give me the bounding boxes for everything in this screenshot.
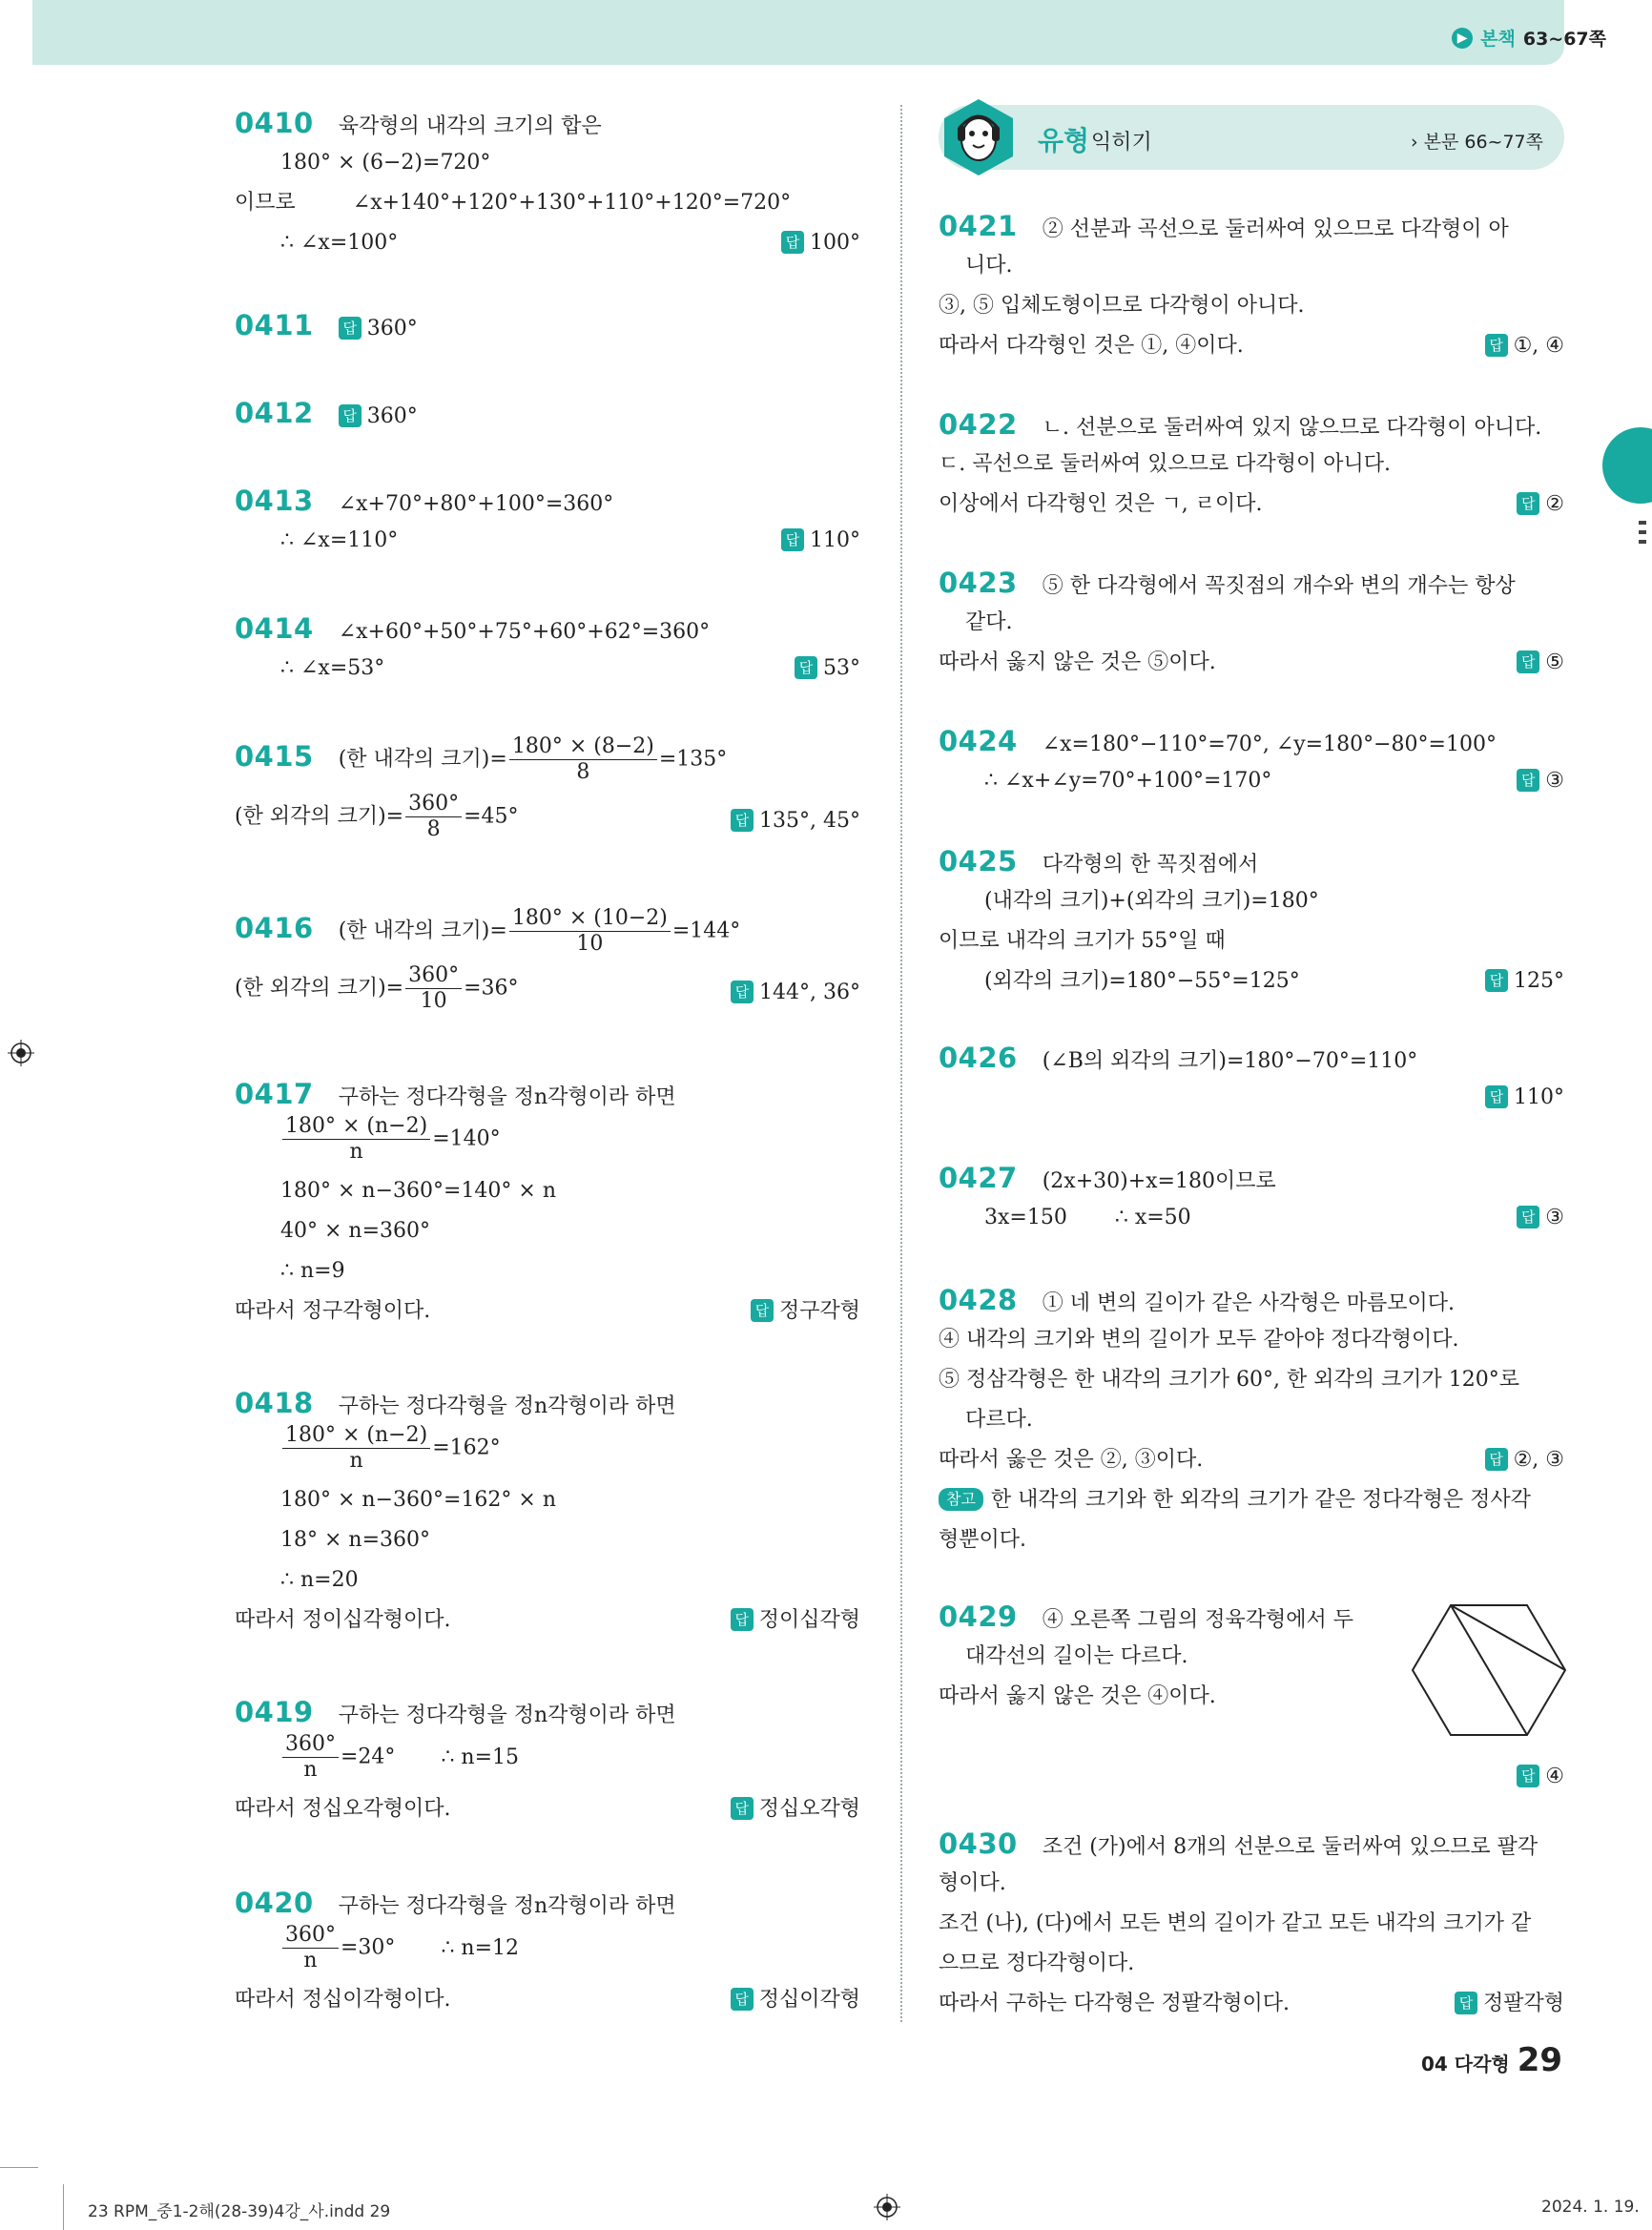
text-line: 이므로 내각의 크기가 55°일 때 — [939, 929, 1226, 953]
answer-icon: 답 — [1517, 1206, 1539, 1229]
numerator: 180° × (8−2) — [509, 734, 657, 760]
numerator: 360° — [405, 963, 462, 989]
answer-value: 정팔각형 — [1482, 1992, 1564, 2015]
equation: ∴ n=20 — [280, 1568, 359, 1592]
answer-icon: 답 — [731, 981, 754, 1003]
note-badge: 참고 — [939, 1488, 983, 1511]
problem-0421 — [939, 206, 1564, 366]
equation: ∠x+60°+50°+75°+60°+62°=360° — [338, 620, 711, 644]
answer-value: 53° — [823, 656, 860, 680]
denominator: n — [349, 1449, 363, 1473]
text-line: 따라서 다각형인 것은 ①, ④이다. — [939, 334, 1244, 358]
problem-0411 — [235, 305, 860, 345]
text-line: ④ 내각의 크기와 변의 길이가 모두 같아야 정다각형이다. — [939, 1328, 1459, 1352]
fraction — [282, 1114, 430, 1165]
answer-icon: 답 — [1517, 650, 1539, 673]
text-line: 다각형의 한 꼭짓점에서 — [1042, 853, 1259, 877]
denominator: 10 — [576, 932, 604, 956]
answer-value: ①, ④ — [1513, 334, 1564, 358]
answer-icon: 답 — [1485, 334, 1508, 357]
denominator: n — [303, 1758, 318, 1782]
fraction — [405, 792, 462, 842]
answer — [1517, 1757, 1564, 1797]
problem-number: 0425 — [939, 845, 1018, 878]
answer — [1485, 961, 1564, 1001]
text-line: (한 내각의 크기)= — [338, 747, 507, 772]
fraction — [509, 734, 657, 785]
problem-number: 0412 — [235, 397, 314, 429]
section-ref: › 본문 66~77쪽 — [1410, 132, 1543, 153]
crop-mark — [63, 2184, 64, 2230]
text-line: ∴ ∠x=100° — [280, 231, 399, 255]
text-line: 따라서 옳지 않은 것은 ⑤이다. — [939, 650, 1216, 674]
answer — [751, 1291, 860, 1332]
text-line: 따라서 옳은 것은 ②, ③이다. — [939, 1448, 1204, 1472]
answer-value: ④ — [1545, 1765, 1564, 1788]
problem-0413 — [235, 481, 860, 561]
note-text: 한 내각의 크기와 한 외각의 크기가 같은 정다각형은 정사각 — [990, 1488, 1531, 1512]
equation: 40° × n=360° — [280, 1219, 431, 1243]
text-line: 육각형의 내각의 크기의 합은 — [338, 114, 602, 138]
equation: ∠x+70°+80°+100°=360° — [338, 492, 614, 516]
answer — [1517, 1198, 1564, 1238]
answer-value: 144°, 36° — [759, 981, 860, 1004]
problem-0415 — [235, 734, 860, 849]
equation: ∠x+140°+120°+130°+110°+120°=720° — [352, 191, 792, 215]
text-line: =30° — [341, 1935, 396, 1960]
text-line: (한 내각의 크기)= — [338, 919, 507, 943]
problem-0414 — [235, 609, 860, 689]
problem-0420 — [235, 1883, 860, 2020]
text-line: 따라서 구하는 다각형은 정팔각형이다. — [939, 1992, 1291, 2015]
answer-icon: 답 — [339, 404, 361, 427]
answer — [781, 223, 860, 263]
text-line: =162° — [432, 1435, 501, 1460]
problem-0428 — [939, 1280, 1564, 1560]
text-line: ∴ ∠x=53° — [280, 656, 385, 680]
equation: ∴ ∠x+∠y=70°+100°=170° — [984, 769, 1272, 793]
page-number: 29 — [1517, 2041, 1563, 2079]
answer — [731, 1600, 860, 1641]
problem-number: 0420 — [235, 1887, 314, 1919]
text-line: 같다. — [965, 610, 1013, 634]
text-line: ㄴ. 선분으로 둘러싸여 있지 않으므로 다각형이 아니다. — [1042, 416, 1542, 440]
problem-number: 0424 — [939, 725, 1018, 757]
text-line: 니다. — [965, 254, 1013, 278]
answer-icon: 답 — [1517, 1765, 1539, 1787]
note — [939, 1480, 1564, 1520]
answer — [731, 1789, 860, 1829]
text-line: 조건 (가)에서 8개의 선분으로 둘러싸여 있으므로 팔각 — [1042, 1835, 1538, 1859]
column-divider — [900, 105, 902, 2022]
section-subtitle: 익히기 — [1091, 131, 1152, 155]
problem-number: 0419 — [235, 1696, 314, 1728]
equation: 180° × n−360°=162° × n — [280, 1488, 557, 1512]
answer-icon: 답 — [731, 1988, 754, 2011]
answer-icon: 답 — [795, 656, 817, 679]
answer-value: ⑤ — [1545, 650, 1564, 674]
problem-number: 0426 — [939, 1042, 1018, 1074]
answer — [795, 649, 860, 689]
answer-icon: 답 — [1485, 1448, 1508, 1471]
answer-icon: 답 — [1455, 1992, 1477, 2014]
answer — [1455, 1984, 1564, 2024]
text-line: ③, ⑤ 입체도형이므로 다각형이 아니다. — [939, 294, 1305, 318]
answer-value: 110° — [810, 528, 860, 552]
ref-label: 본책 — [1480, 29, 1516, 50]
denominator: n — [349, 1140, 363, 1164]
answer — [1485, 326, 1564, 366]
text-line: 으므로 정다각형이다. — [939, 1951, 1135, 1975]
text-line: 구하는 정다각형을 정n각형이라 하면 — [338, 1703, 676, 1727]
answer-value: 정이십각형 — [758, 1608, 860, 1632]
answer-icon: 답 — [781, 528, 804, 551]
answer-icon: 답 — [751, 1299, 774, 1322]
numerator: 180° × (n−2) — [282, 1423, 430, 1449]
ref-pages: 63~67쪽 — [1522, 29, 1606, 50]
denominator: n — [303, 1949, 318, 1972]
answer-value: 360° — [366, 404, 418, 428]
page-reference — [1452, 25, 1606, 51]
slug-filename: 23 RPM_중1-2해(28-39)4강_사.indd 29 — [88, 2202, 391, 2221]
problem-number: 0423 — [939, 567, 1018, 599]
answer — [731, 973, 860, 1013]
text-line: 구하는 정다각형을 정n각형이라 하면 — [338, 1085, 676, 1109]
text-line: ① 네 변의 길이가 같은 사각형은 마름모이다. — [1042, 1291, 1455, 1315]
fraction — [282, 1423, 430, 1474]
problem-0417 — [235, 1074, 860, 1332]
answer-value: 135°, 45° — [759, 809, 860, 833]
text-line: ∴ n=15 — [441, 1745, 520, 1769]
equation: 180° × n−360°=140° × n — [280, 1179, 557, 1203]
denominator: 8 — [426, 817, 441, 841]
text-line: ② 선분과 곡선으로 둘러싸여 있으므로 다각형이 아 — [1042, 217, 1509, 241]
chapter-label: 04 다각형 — [1421, 2053, 1510, 2075]
problem-0418 — [235, 1383, 860, 1641]
answer-value: ② — [1545, 492, 1564, 516]
answer — [1485, 1078, 1564, 1118]
slug-date: 2024. 1. 19. — [1541, 2198, 1640, 2217]
text-line: 180° × (6−2)=720° — [280, 151, 491, 175]
problem-0425 — [939, 841, 1564, 1001]
problem-number: 0416 — [235, 911, 314, 944]
text-line: 따라서 옳지 않은 것은 ④이다. — [939, 1684, 1216, 1708]
problem-0426 — [939, 1038, 1564, 1118]
text-line: =24° — [341, 1745, 396, 1769]
text-line: 조건 (나), (다)에서 모든 변의 길이가 같고 모든 내각의 크기가 같 — [939, 1911, 1532, 1935]
answer-icon: 답 — [781, 231, 804, 254]
text-line: (한 외각의 크기)= — [235, 804, 404, 829]
answer-icon: 답 — [731, 809, 754, 832]
text-line: ⑤ 정삼각형은 한 내각의 크기가 60°, 한 외각의 크기가 120°로 — [939, 1368, 1519, 1392]
problem-number: 0411 — [235, 309, 314, 341]
answer-icon: 답 — [1485, 1085, 1508, 1108]
answer — [1517, 485, 1564, 525]
text-line: ∴ n=12 — [441, 1935, 520, 1960]
problem-0419 — [235, 1692, 860, 1829]
top-band — [32, 0, 1564, 65]
text-line: =140° — [432, 1126, 501, 1151]
answer-icon: 답 — [1517, 492, 1539, 515]
problem-0422 — [939, 404, 1564, 525]
problem-number: 0421 — [939, 210, 1018, 242]
answer-value: 정십이각형 — [758, 1988, 860, 2012]
fraction — [405, 963, 462, 1014]
equation: ∴ x=50 — [1114, 1206, 1191, 1229]
problem-0427 — [939, 1158, 1564, 1238]
problem-0412 — [235, 393, 860, 433]
fraction — [509, 906, 671, 957]
text-line: 구하는 정다각형을 정n각형이라 하면 — [338, 1894, 676, 1918]
answer-value: 125° — [1514, 969, 1564, 993]
answer — [781, 521, 860, 561]
problem-number: 0413 — [235, 485, 314, 517]
problem-0410 — [235, 103, 860, 263]
answer-value: 정구각형 — [778, 1299, 860, 1323]
problem-number: 0415 — [235, 739, 314, 773]
problem-number: 0430 — [939, 1827, 1018, 1860]
equation: 18° × n=360° — [280, 1528, 431, 1552]
text-line: ⑤ 한 다각형에서 꼭짓점의 개수와 변의 개수는 항상 — [1042, 574, 1516, 598]
answer-value: 110° — [1514, 1085, 1564, 1109]
section-ref-text: 본문 66~77쪽 — [1423, 132, 1543, 153]
problem-number: 0417 — [235, 1078, 314, 1110]
answer-icon: 답 — [731, 1797, 754, 1820]
arrow-right-icon: ▶ — [1452, 28, 1473, 49]
numerator: 180° × (n−2) — [282, 1114, 430, 1140]
answer-value: ③ — [1545, 1206, 1564, 1229]
side-tab-marks — [1639, 515, 1652, 563]
fraction — [282, 1732, 339, 1783]
text-line: 이상에서 다각형인 것은 ㄱ, ㄹ이다. — [939, 492, 1263, 516]
text-line: 대각선의 길이는 다르다. — [965, 1644, 1188, 1668]
answer — [1517, 643, 1564, 683]
text-line: 따라서 정구각형이다. — [235, 1299, 431, 1323]
problem-number: 0410 — [235, 107, 314, 139]
text-line: =36° — [464, 976, 519, 1001]
answer-icon: 답 — [339, 317, 361, 340]
answer — [1517, 761, 1564, 801]
answer-value: 360° — [366, 317, 418, 341]
answer-icon: 답 — [731, 1608, 754, 1631]
equation: 3x=150 — [984, 1206, 1067, 1229]
text-line: (한 외각의 크기)= — [235, 976, 404, 1001]
mascot-hexagon-icon — [939, 97, 1019, 177]
text-line: 이므로 — [235, 191, 296, 215]
page-footer — [1421, 2041, 1562, 2079]
note-text: 형뿐이다. — [939, 1528, 1027, 1552]
denominator: 8 — [576, 760, 590, 784]
text-line: 따라서 정십오각형이다. — [235, 1797, 451, 1821]
registration-mark-icon — [874, 2194, 900, 2220]
answer-icon: 답 — [1485, 969, 1508, 992]
problem-number: 0422 — [939, 408, 1018, 441]
equation: (내각의 크기)+(외각의 크기)=180° — [984, 889, 1319, 913]
answer-icon: 답 — [1517, 769, 1539, 792]
text-line: =144° — [671, 919, 741, 943]
text-line: ㄷ. 곡선으로 둘러싸여 있으므로 다각형이 아니다. — [939, 452, 1391, 476]
text-line: 따라서 정이십각형이다. — [235, 1608, 451, 1632]
problem-0423 — [939, 563, 1564, 683]
section-header — [939, 105, 1564, 170]
crop-mark — [0, 2167, 38, 2168]
registration-mark-icon — [8, 1040, 34, 1066]
problem-0424 — [939, 721, 1564, 801]
text-line: 형이다. — [939, 1871, 1006, 1895]
problem-number: 0414 — [235, 612, 314, 645]
answer — [731, 801, 860, 841]
numerator: 180° × (10−2) — [509, 906, 671, 932]
answer-value: 100° — [810, 231, 860, 255]
text-line: =135° — [658, 747, 728, 772]
answer-value: ②, ③ — [1513, 1448, 1564, 1472]
numerator: 360° — [282, 1923, 339, 1949]
denominator: 10 — [420, 989, 447, 1013]
text-line: ∴ ∠x=110° — [280, 528, 399, 552]
numerator: 360° — [282, 1732, 339, 1758]
answer-value: ③ — [1545, 769, 1564, 793]
answer — [1485, 1440, 1564, 1480]
problem-number: 0418 — [235, 1387, 314, 1419]
equation: ∴ n=9 — [280, 1259, 345, 1283]
problem-0416 — [235, 906, 860, 1021]
equation: (∠B의 외각의 크기)=180°−70°=110° — [1042, 1049, 1418, 1073]
equation: (외각의 크기)=180°−55°=125° — [984, 969, 1300, 993]
text-line: 따라서 정십이각형이다. — [235, 1988, 451, 2012]
equation: ∠x=180°−110°=70°, ∠y=180°−80°=100° — [1042, 733, 1497, 756]
answer-value: 정십오각형 — [758, 1797, 860, 1821]
text-line: =45° — [464, 804, 519, 829]
problem-number: 0428 — [939, 1284, 1018, 1316]
numerator: 360° — [405, 792, 462, 817]
section-title: 유형 — [1038, 125, 1090, 156]
equation: (2x+30)+x=180이므로 — [1042, 1169, 1276, 1193]
problem-number: 0427 — [939, 1162, 1018, 1194]
text-line: 구하는 정다각형을 정n각형이라 하면 — [338, 1394, 676, 1418]
text-line: 다르다. — [965, 1408, 1033, 1432]
fraction — [282, 1923, 339, 1973]
answer — [731, 1980, 860, 2020]
hexagon-diagram — [1410, 1602, 1568, 1738]
text-line: ④ 오른쪽 그림의 정육각형에서 두 — [1042, 1608, 1353, 1632]
problem-0430 — [939, 1824, 1564, 2024]
chapter-side-tab — [1602, 427, 1652, 504]
problem-number: 0429 — [939, 1600, 1018, 1633]
